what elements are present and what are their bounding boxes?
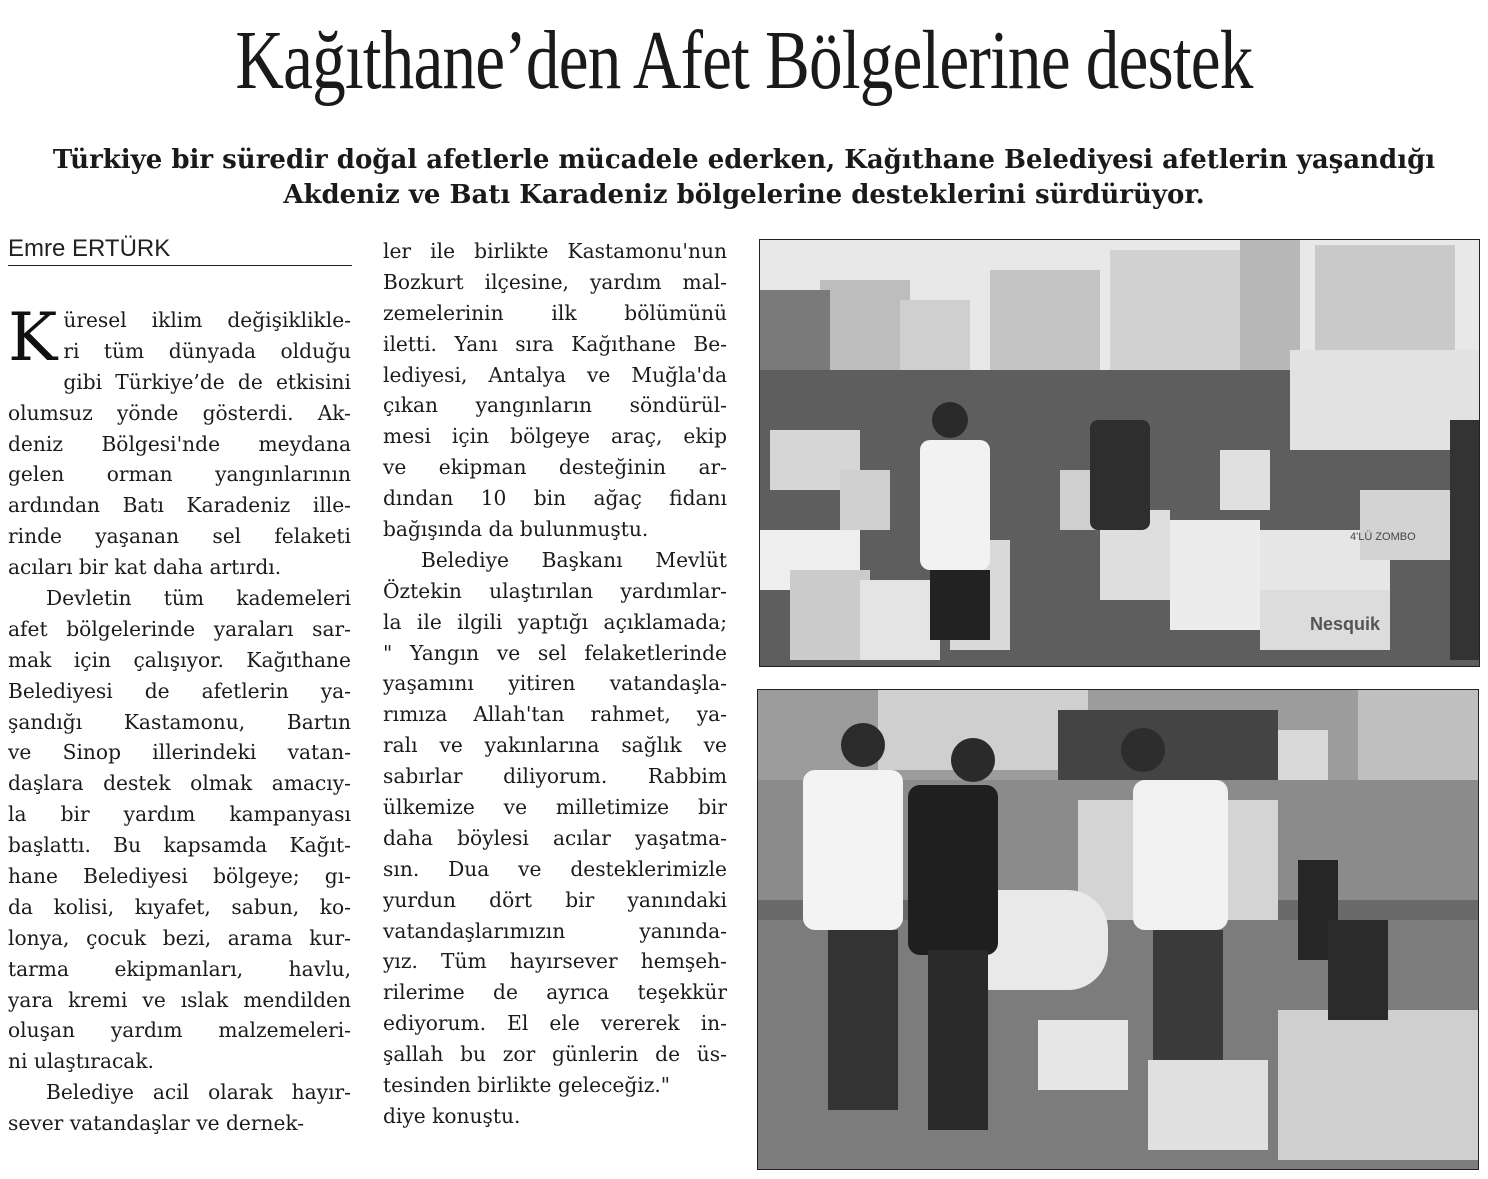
text-line: Devletin tüm kademeleri	[46, 586, 351, 611]
text-line: ve Sinop illerindeki vatan-	[8, 740, 351, 765]
photo-1-box-label-1: Nesquik	[1310, 614, 1381, 634]
text-line: Bozkurt ilçesine, yardım mal-	[383, 269, 727, 294]
text-line: iletti. Yanı sıra Kağıthane Be-	[383, 331, 727, 356]
text-line: rinde yaşanan sel felaketi	[8, 524, 351, 549]
text-line: bağışında da bulunmuştu.	[383, 517, 649, 542]
text-line: ardından Batı Karadeniz ille-	[8, 493, 351, 518]
text-line: diye konuştu.	[383, 1103, 521, 1128]
text-line: da kolisi, kıyafet, sabun, ko-	[8, 894, 351, 919]
article-column-1	[8, 299, 351, 1139]
text-line: afet bölgelerinde yaraları sar-	[8, 616, 351, 641]
text-line: Belediyesi de afetlerin ya-	[8, 678, 351, 703]
photo-1-image	[760, 240, 1479, 666]
text-line: " Yangın ve sel felaketlerinde	[383, 640, 727, 665]
text-line: hane Belediyesi bölgeye; gı-	[8, 864, 351, 889]
text-line: yurdun dört bir yanındaki	[383, 887, 727, 912]
text-line: deniz Bölgesi'nde meydana	[8, 431, 351, 456]
text-line: gelen orman yangınlarının	[8, 462, 351, 487]
text-line: yara kremi ve ıslak mendilden	[8, 987, 351, 1012]
article-column-2	[383, 236, 727, 1132]
text-line: Belediye Başkanı Mevlüt	[421, 547, 727, 572]
subheadline-line-1: Türkiye bir süredir doğal afetlerle mücadele ederken, Kağıthane Belediyesi afetlerin yaşandığı	[52, 145, 1436, 175]
text-line: şandığı Kastamonu, Bartın	[8, 709, 351, 734]
text-line: mak için çalışıyor. Kağıthane	[8, 647, 351, 672]
text-line: olumsuz yönde gösterdi. Ak-	[8, 400, 351, 425]
text-line: tarma ekipmanları, havlu,	[8, 956, 351, 981]
text-line: ri tüm dünyada olduğu	[63, 338, 351, 363]
photo-aid-boxes-loading	[759, 239, 1480, 667]
text-line: yaşamını yitiren vatandaşla-	[383, 671, 727, 696]
text-line: üresel iklim değişiklikle-	[63, 308, 351, 332]
photo-1-box-label-2: 4'LÜ ZOMBO	[1350, 531, 1416, 543]
text-line: yız. Tüm hayırsever hemşeh-	[383, 949, 727, 974]
text-line: vatandaşlarımızın yanında-	[383, 918, 727, 943]
text-line: zemelerinin ilk bölümünü	[383, 300, 727, 325]
text-line: Belediye acil olarak hayır-	[46, 1080, 351, 1105]
text-line: rilerime de ayrıca teşekkür	[383, 980, 727, 1005]
photo-workers-carrying-sack	[757, 689, 1479, 1170]
text-line: şallah bu zor günlerin de üs-	[383, 1042, 727, 1067]
text-line: lonya, çocuk bezi, arama kur-	[8, 925, 351, 950]
text-line: ralı ve yakınlarına sağlık ve	[383, 733, 727, 758]
text-line: sın. Dua ve desteklerimizle	[383, 856, 727, 881]
text-line: çıkan yangınların söndürül-	[383, 393, 727, 418]
text-line: mesi için bölgeye araç, ekip	[383, 424, 727, 449]
text-line: Öztekin ulaştırılan yardımlar-	[383, 578, 727, 603]
drop-cap: K	[8, 299, 58, 376]
text-line: sever vatandaşlar ve dernek-	[8, 1111, 305, 1136]
text-line: rımıza Allah'tan rahmet, ya-	[383, 702, 727, 727]
text-line: dından 10 bin ağaç fidanı	[383, 486, 727, 511]
text-line: ni ulaştıracak.	[8, 1049, 154, 1074]
text-line: la ile ilgili yaptığı açıklamada;	[383, 609, 727, 634]
text-line: acıları bir kat daha artırdı.	[8, 555, 282, 580]
byline: Emre ERTÜRK	[8, 236, 352, 266]
text-line: ülkemize ve milletimize bir	[383, 795, 727, 820]
text-line: sabırlar diliyorum. Rabbim	[383, 764, 727, 789]
subheadline	[0, 143, 1488, 213]
text-line: başlattı. Bu kapsamda Kağıt-	[8, 833, 351, 858]
text-line: la bir yardım kampanyası	[8, 802, 351, 827]
text-line: tesinden birlikte geleceğiz."	[383, 1073, 671, 1098]
photo-2-image	[758, 690, 1478, 1169]
text-line: gibi Türkiye’de de etkisini	[63, 369, 351, 394]
headline: Kağıthane’den Afet Bölgelerine destek	[235, 14, 1253, 107]
text-line: ler ile birlikte Kastamonu'nun	[383, 239, 727, 263]
text-line: daha böylesi acılar yaşatma-	[383, 825, 727, 850]
text-line: lediyesi, Antalya ve Muğla'da	[383, 362, 727, 387]
text-line: ediyorum. El ele vererek in-	[383, 1011, 727, 1036]
text-line: ve ekipman desteğinin ar-	[383, 455, 727, 480]
subheadline-line-2: Akdeniz ve Batı Karadeniz bölgelerine desteklerini sürdürüyor.	[283, 180, 1205, 210]
text-line: oluşan yardım malzemeleri-	[8, 1018, 351, 1043]
text-line: daşlara destek olmak amacıy-	[8, 771, 351, 796]
